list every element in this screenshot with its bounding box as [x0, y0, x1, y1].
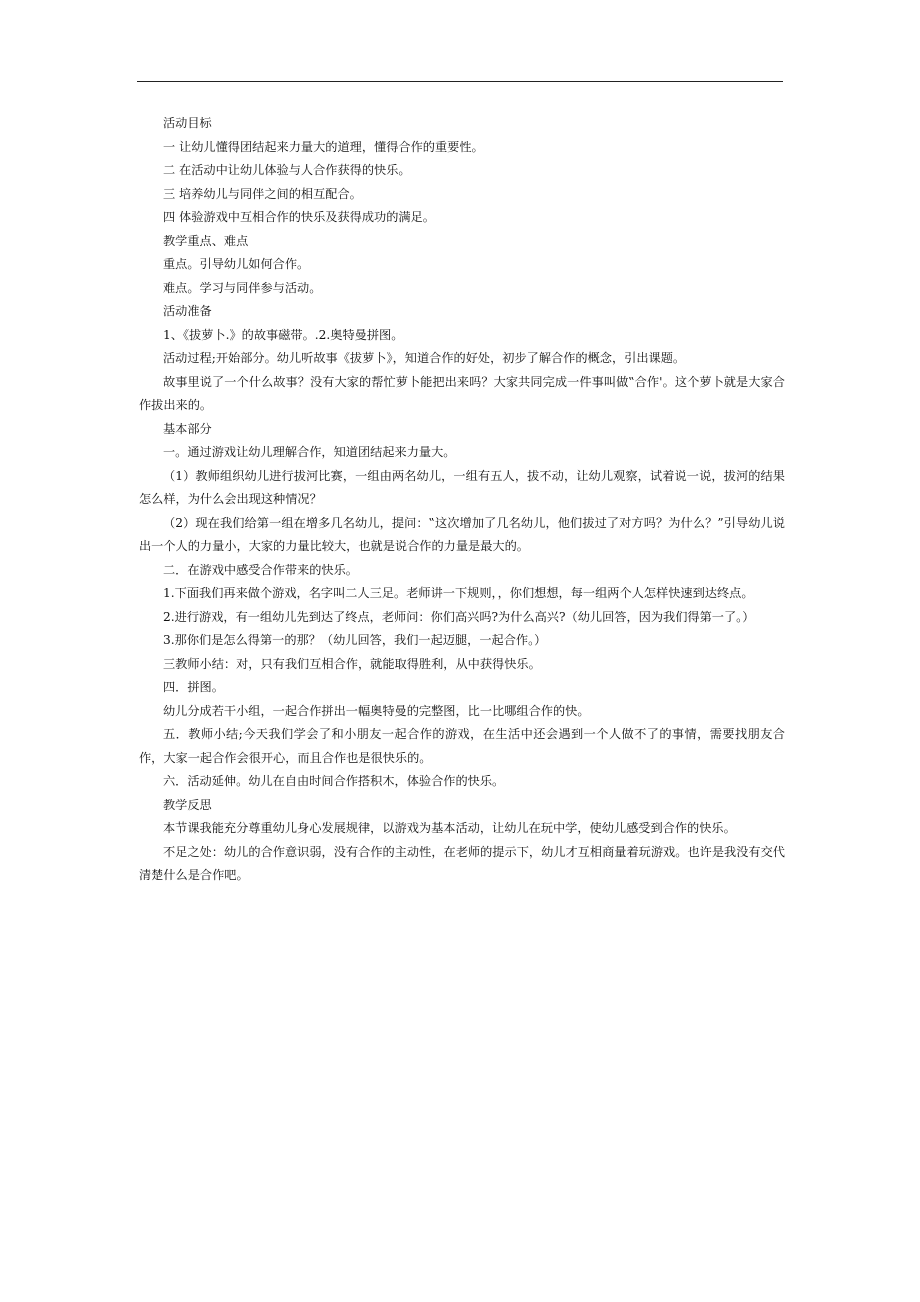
header-rule	[137, 81, 783, 82]
process-paragraph: 活动过程;开始部分。幼儿听故事《拔萝卜》，知道合作的好处，初步了解合作的概念，引出课题。	[163, 351, 686, 365]
process-paragraph: （2）现在我们给第一组在增多几名幼儿，提问：‟这次增加了几名幼儿，他们拔过了对方吗？为什么？”引导幼儿说出一个人的力量小，大家的力量比较大，也就是说合作的力量是最大的。	[139, 515, 785, 553]
reflection-paragraph: 本节课我能充分尊重幼儿身心发展规律，以游戏为基本活动，让幼儿在玩中学，使幼儿感受到合作的快乐。	[163, 821, 736, 835]
goal-item: 四 体验游戏中互相合作的快乐及获得成功的满足。	[163, 210, 435, 224]
process-paragraph: 3.那你们是怎么得第一的那？（幼儿回答，我们一起迈腿，一起合作。）	[163, 633, 547, 647]
goal-item: 一 让幼儿懂得团结起来力量大的道理，懂得合作的重要性。	[163, 139, 484, 154]
section-heading-basic-part: 基本部分	[163, 421, 212, 436]
section-heading-reflection: 教学反思	[163, 797, 212, 812]
document-body	[139, 112, 785, 888]
goal-item: 二 在活动中让幼儿体验与人合作获得的快乐。	[163, 163, 411, 177]
process-paragraph: 故事里说了一个什么故事？没有大家的帮忙萝卜能把出来吗？大家共同完成一件事叫做‟合作'。这个萝卜就是大家合作拔出来的。	[139, 374, 785, 412]
process-paragraph: 一。通过游戏让幼儿理解合作，知道团结起来力量大。	[163, 445, 456, 459]
preparation-item: 1、《拔萝卜.》的故事磁带。.2.奥特曼拼图。	[163, 327, 404, 342]
process-paragraph: （1）教师组织幼儿进行拔河比赛，一组由两名幼儿，一组有五人，拔不动，让幼儿观察，试着说一说，拔河的结果怎么样，为什么会出现这种情况？	[139, 468, 785, 506]
section-heading-preparation: 活动准备	[163, 304, 212, 318]
process-paragraph: 1.下面我们再来做个游戏，名字叫二人三足。老师讲一下规则，，你们想想，每一组两个人怎样快速到达终点。	[163, 586, 754, 600]
goal-item: 三 培养幼儿与同伴之间的相互配合。	[163, 186, 362, 201]
section-heading-key-points: 教学重点、难点	[163, 233, 249, 248]
process-paragraph: 四．拼图。	[163, 680, 224, 694]
key-point: 重点。引导幼儿如何合作。	[163, 257, 310, 271]
difficult-point: 难点。学习与同伴参与活动。	[163, 280, 322, 295]
process-paragraph: 三教师小结：对，只有我们互相合作，就能取得胜利，从中获得快乐。	[163, 656, 541, 671]
section-heading-goals: 活动目标	[163, 116, 212, 130]
process-paragraph: 2.进行游戏，有一组幼儿先到达了终点，老师问：你们高兴吗?为什么高兴?（幼儿回答，因为我们得第一了。）	[163, 609, 755, 624]
process-paragraph: 幼儿分成若干小组，一起合作拼出一幅奥特曼的完整图，比一比哪组合作的快。	[163, 703, 590, 718]
process-paragraph: 五．教师小结;今天我们学会了和小朋友一起合作的游戏，在生活中还会遇到一个人做不了的事情，需要找朋友合作，大家一起合作会很开心，而且合作也是很快乐的。	[139, 727, 785, 765]
process-paragraph: 六．活动延伸。幼儿在自由时间合作搭积木，体验合作的快乐。	[163, 774, 505, 788]
process-paragraph: 二．在游戏中感受合作带来的快乐。	[163, 562, 358, 577]
reflection-paragraph: 不足之处：幼儿的合作意识弱，没有合作的主动性，在老师的提示下，幼儿才互相商量着玩游戏。也许是我没有交代清楚什么是合作吧。	[139, 844, 785, 882]
